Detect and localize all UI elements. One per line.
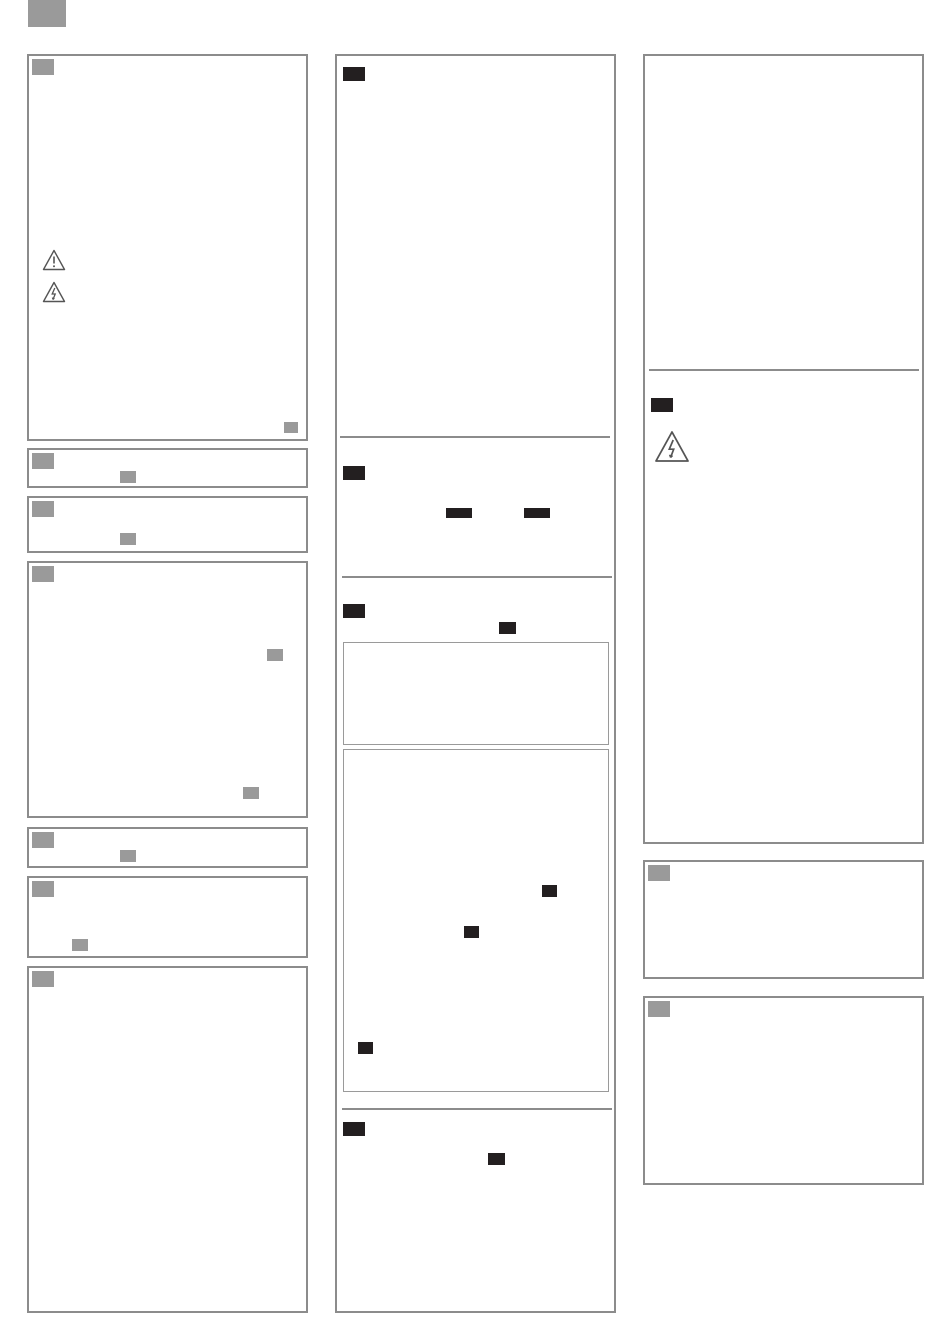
section-divider <box>342 1108 612 1110</box>
section-marker <box>32 453 54 469</box>
reference-marker <box>488 1153 505 1165</box>
section-marker <box>32 832 54 848</box>
section-marker <box>651 398 673 412</box>
right-panel-2 <box>643 860 924 979</box>
right-panel-main <box>643 54 924 844</box>
section-marker <box>32 971 54 987</box>
reference-marker <box>284 422 298 433</box>
left-panel-4 <box>27 561 308 818</box>
section-marker <box>648 865 670 881</box>
reference-marker <box>267 649 283 661</box>
section-marker <box>343 466 365 480</box>
reference-marker <box>464 926 479 938</box>
reference-marker <box>358 1042 373 1054</box>
section-divider <box>342 576 612 578</box>
reference-marker <box>542 885 557 897</box>
section-marker <box>343 67 365 81</box>
electric-shock-warning-icon <box>42 281 66 303</box>
reference-marker-wide <box>524 508 550 518</box>
section-marker <box>343 1122 365 1136</box>
left-panel-7 <box>27 966 308 1313</box>
reference-marker <box>120 850 136 862</box>
left-panel-safety <box>27 54 308 441</box>
left-panel-5 <box>27 827 308 868</box>
reference-marker <box>120 533 136 545</box>
section-marker <box>32 59 54 75</box>
middle-panel <box>335 54 616 1313</box>
right-panel-3 <box>643 996 924 1185</box>
electric-shock-warning-icon <box>654 430 690 463</box>
left-panel-3 <box>27 496 308 553</box>
section-divider <box>649 369 919 371</box>
reference-marker <box>243 787 259 799</box>
left-panel-6 <box>27 876 308 958</box>
reference-marker-wide <box>446 508 472 518</box>
inner-box-2 <box>343 749 609 1092</box>
left-panel-2 <box>27 448 308 488</box>
reference-marker <box>72 939 88 951</box>
section-marker <box>32 881 54 897</box>
section-marker <box>343 604 365 618</box>
reference-marker <box>120 471 136 483</box>
section-marker <box>32 566 54 582</box>
section-marker <box>32 501 54 517</box>
section-marker <box>648 1001 670 1017</box>
inner-box-1 <box>343 642 609 745</box>
section-divider <box>340 436 610 438</box>
warning-triangle-icon <box>42 249 66 271</box>
page-corner-marker <box>28 0 66 27</box>
reference-marker <box>499 622 516 634</box>
